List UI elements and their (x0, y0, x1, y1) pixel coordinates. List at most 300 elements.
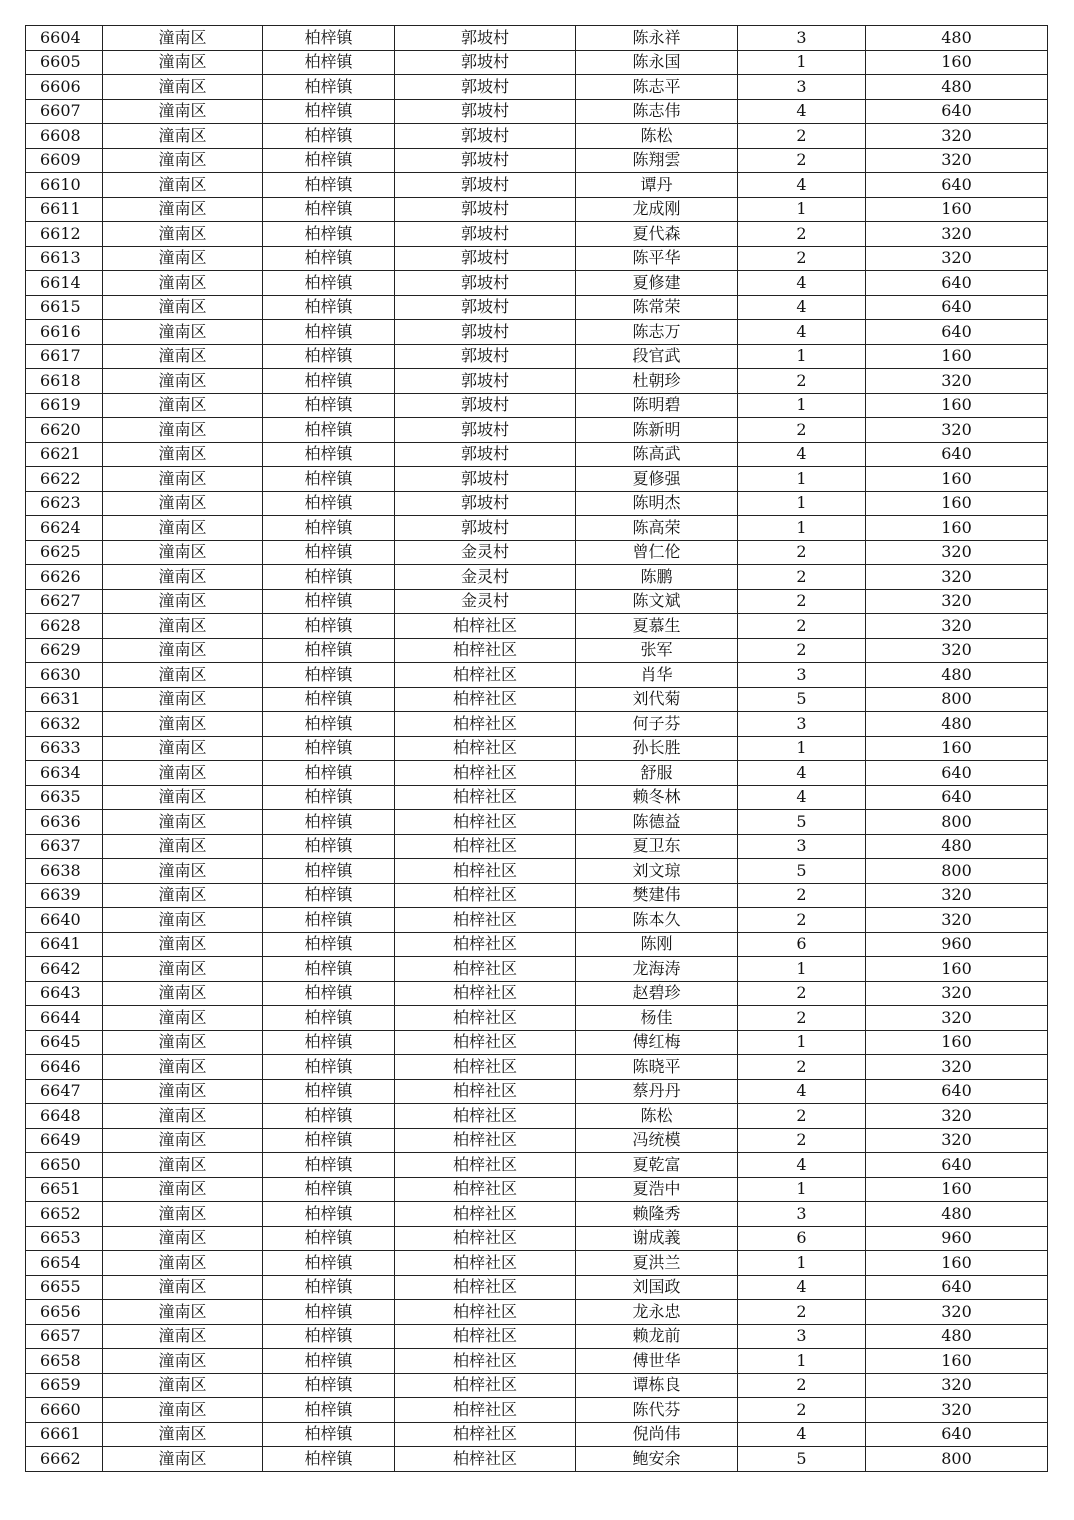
amount-cell: 320 (866, 589, 1048, 614)
name-cell: 刘国政 (576, 1275, 738, 1300)
household-count-cell: 4 (738, 320, 866, 345)
serial-number-cell: 6633 (26, 736, 103, 761)
serial-number-cell: 6619 (26, 393, 103, 418)
serial-number-cell: 6642 (26, 957, 103, 982)
table-row (26, 1300, 1048, 1325)
town-cell: 柏梓镇 (263, 344, 395, 369)
name-cell: 陈明杰 (576, 491, 738, 516)
village-cell: 柏梓社区 (395, 1226, 576, 1251)
name-cell: 陈鹏 (576, 565, 738, 590)
table-row (26, 467, 1048, 492)
amount-cell: 320 (866, 1128, 1048, 1153)
town-cell: 柏梓镇 (263, 883, 395, 908)
town-cell: 柏梓镇 (263, 246, 395, 271)
district-cell: 潼南区 (103, 491, 263, 516)
village-cell: 柏梓社区 (395, 1079, 576, 1104)
amount-cell: 320 (866, 1300, 1048, 1325)
name-cell: 陈永祥 (576, 26, 738, 51)
table-row (26, 1349, 1048, 1374)
district-cell: 潼南区 (103, 1177, 263, 1202)
serial-number-cell: 6614 (26, 271, 103, 296)
amount-cell: 160 (866, 1251, 1048, 1276)
serial-number-cell: 6634 (26, 761, 103, 786)
table-row (26, 1447, 1048, 1472)
district-cell: 潼南区 (103, 271, 263, 296)
district-cell: 潼南区 (103, 222, 263, 247)
household-count-cell: 2 (738, 1128, 866, 1153)
name-cell: 陈志万 (576, 320, 738, 345)
village-cell: 柏梓社区 (395, 1349, 576, 1374)
district-cell: 潼南区 (103, 1226, 263, 1251)
household-count-cell: 2 (738, 883, 866, 908)
household-count-cell: 3 (738, 712, 866, 737)
serial-number-cell: 6618 (26, 369, 103, 394)
amount-cell: 160 (866, 1177, 1048, 1202)
district-cell: 潼南区 (103, 908, 263, 933)
name-cell: 夏修建 (576, 271, 738, 296)
serial-number-cell: 6623 (26, 491, 103, 516)
household-count-cell: 1 (738, 467, 866, 492)
serial-number-cell: 6645 (26, 1030, 103, 1055)
town-cell: 柏梓镇 (263, 197, 395, 222)
amount-cell: 160 (866, 467, 1048, 492)
town-cell: 柏梓镇 (263, 222, 395, 247)
table-row (26, 1422, 1048, 1447)
village-cell: 郭坡村 (395, 246, 576, 271)
village-cell: 郭坡村 (395, 26, 576, 51)
town-cell: 柏梓镇 (263, 1079, 395, 1104)
household-count-cell: 3 (738, 834, 866, 859)
amount-cell: 320 (866, 369, 1048, 394)
town-cell: 柏梓镇 (263, 1300, 395, 1325)
household-count-cell: 2 (738, 246, 866, 271)
household-count-cell: 5 (738, 810, 866, 835)
household-count-cell: 4 (738, 295, 866, 320)
district-cell: 潼南区 (103, 810, 263, 835)
town-cell: 柏梓镇 (263, 26, 395, 51)
table-row (26, 1275, 1048, 1300)
amount-cell: 800 (866, 1447, 1048, 1472)
name-cell: 蔡丹丹 (576, 1079, 738, 1104)
village-cell: 郭坡村 (395, 148, 576, 173)
district-cell: 潼南区 (103, 1349, 263, 1374)
district-cell: 潼南区 (103, 1030, 263, 1055)
household-count-cell: 2 (738, 222, 866, 247)
town-cell: 柏梓镇 (263, 50, 395, 75)
name-cell: 舒服 (576, 761, 738, 786)
town-cell: 柏梓镇 (263, 173, 395, 198)
name-cell: 夏洪兰 (576, 1251, 738, 1276)
town-cell: 柏梓镇 (263, 1177, 395, 1202)
name-cell: 陈常荣 (576, 295, 738, 320)
name-cell: 谭丹 (576, 173, 738, 198)
amount-cell: 960 (866, 932, 1048, 957)
village-cell: 柏梓社区 (395, 712, 576, 737)
village-cell: 郭坡村 (395, 173, 576, 198)
name-cell: 夏修强 (576, 467, 738, 492)
serial-number-cell: 6636 (26, 810, 103, 835)
table-row (26, 1006, 1048, 1031)
amount-cell: 320 (866, 418, 1048, 443)
table-row (26, 908, 1048, 933)
town-cell: 柏梓镇 (263, 1349, 395, 1374)
table-row (26, 565, 1048, 590)
village-cell: 柏梓社区 (395, 663, 576, 688)
village-cell: 柏梓社区 (395, 981, 576, 1006)
household-count-cell: 6 (738, 1226, 866, 1251)
name-cell: 曾仁伦 (576, 540, 738, 565)
town-cell: 柏梓镇 (263, 1202, 395, 1227)
district-cell: 潼南区 (103, 834, 263, 859)
table-row (26, 981, 1048, 1006)
serial-number-cell: 6613 (26, 246, 103, 271)
town-cell: 柏梓镇 (263, 75, 395, 100)
town-cell: 柏梓镇 (263, 393, 395, 418)
district-cell: 潼南区 (103, 1006, 263, 1031)
village-cell: 郭坡村 (395, 418, 576, 443)
district-cell: 潼南区 (103, 1079, 263, 1104)
name-cell: 肖华 (576, 663, 738, 688)
amount-cell: 320 (866, 1006, 1048, 1031)
district-cell: 潼南区 (103, 1104, 263, 1129)
town-cell: 柏梓镇 (263, 589, 395, 614)
district-cell: 潼南区 (103, 712, 263, 737)
name-cell: 陈德益 (576, 810, 738, 835)
amount-cell: 320 (866, 1373, 1048, 1398)
table-row (26, 75, 1048, 100)
district-cell: 潼南区 (103, 295, 263, 320)
serial-number-cell: 6649 (26, 1128, 103, 1153)
town-cell: 柏梓镇 (263, 540, 395, 565)
household-count-cell: 1 (738, 344, 866, 369)
serial-number-cell: 6607 (26, 99, 103, 124)
village-cell: 柏梓社区 (395, 638, 576, 663)
records-table-body (26, 26, 1048, 1472)
amount-cell: 320 (866, 908, 1048, 933)
amount-cell: 640 (866, 99, 1048, 124)
district-cell: 潼南区 (103, 369, 263, 394)
household-count-cell: 3 (738, 663, 866, 688)
serial-number-cell: 6631 (26, 687, 103, 712)
amount-cell: 320 (866, 1104, 1048, 1129)
town-cell: 柏梓镇 (263, 761, 395, 786)
table-row (26, 1104, 1048, 1129)
household-count-cell: 1 (738, 491, 866, 516)
serial-number-cell: 6650 (26, 1153, 103, 1178)
amount-cell: 320 (866, 883, 1048, 908)
name-cell: 夏乾富 (576, 1153, 738, 1178)
name-cell: 陈明碧 (576, 393, 738, 418)
district-cell: 潼南区 (103, 638, 263, 663)
name-cell: 倪尚伟 (576, 1422, 738, 1447)
town-cell: 柏梓镇 (263, 1324, 395, 1349)
amount-cell: 320 (866, 981, 1048, 1006)
amount-cell: 160 (866, 1030, 1048, 1055)
table-row (26, 442, 1048, 467)
village-cell: 柏梓社区 (395, 859, 576, 884)
amount-cell: 160 (866, 344, 1048, 369)
household-count-cell: 2 (738, 540, 866, 565)
table-row (26, 491, 1048, 516)
table-row (26, 369, 1048, 394)
village-cell: 郭坡村 (395, 222, 576, 247)
town-cell: 柏梓镇 (263, 932, 395, 957)
district-cell: 潼南区 (103, 197, 263, 222)
district-cell: 潼南区 (103, 761, 263, 786)
town-cell: 柏梓镇 (263, 1104, 395, 1129)
village-cell: 柏梓社区 (395, 1055, 576, 1080)
serial-number-cell: 6654 (26, 1251, 103, 1276)
village-cell: 柏梓社区 (395, 932, 576, 957)
district-cell: 潼南区 (103, 1398, 263, 1423)
household-count-cell: 1 (738, 393, 866, 418)
village-cell: 金灵村 (395, 565, 576, 590)
district-cell: 潼南区 (103, 957, 263, 982)
name-cell: 刘代菊 (576, 687, 738, 712)
serial-number-cell: 6647 (26, 1079, 103, 1104)
name-cell: 陈永国 (576, 50, 738, 75)
amount-cell: 160 (866, 957, 1048, 982)
table-row (26, 540, 1048, 565)
town-cell: 柏梓镇 (263, 442, 395, 467)
district-cell: 潼南区 (103, 148, 263, 173)
town-cell: 柏梓镇 (263, 1153, 395, 1178)
table-row (26, 124, 1048, 149)
village-cell: 柏梓社区 (395, 1177, 576, 1202)
serial-number-cell: 6606 (26, 75, 103, 100)
table-row (26, 26, 1048, 51)
amount-cell: 160 (866, 197, 1048, 222)
town-cell: 柏梓镇 (263, 1055, 395, 1080)
household-count-cell: 5 (738, 859, 866, 884)
name-cell: 夏代森 (576, 222, 738, 247)
amount-cell: 800 (866, 687, 1048, 712)
village-cell: 柏梓社区 (395, 1128, 576, 1153)
town-cell: 柏梓镇 (263, 810, 395, 835)
household-count-cell: 3 (738, 1202, 866, 1227)
name-cell: 夏浩中 (576, 1177, 738, 1202)
serial-number-cell: 6653 (26, 1226, 103, 1251)
serial-number-cell: 6630 (26, 663, 103, 688)
table-row (26, 932, 1048, 957)
town-cell: 柏梓镇 (263, 1226, 395, 1251)
household-count-cell: 3 (738, 1324, 866, 1349)
amount-cell: 160 (866, 50, 1048, 75)
amount-cell: 480 (866, 834, 1048, 859)
household-count-cell: 4 (738, 1153, 866, 1178)
serial-number-cell: 6655 (26, 1275, 103, 1300)
district-cell: 潼南区 (103, 859, 263, 884)
name-cell: 杜朝珍 (576, 369, 738, 394)
village-cell: 柏梓社区 (395, 1324, 576, 1349)
district-cell: 潼南区 (103, 442, 263, 467)
serial-number-cell: 6646 (26, 1055, 103, 1080)
village-cell: 柏梓社区 (395, 1398, 576, 1423)
amount-cell: 960 (866, 1226, 1048, 1251)
household-count-cell: 4 (738, 1275, 866, 1300)
amount-cell: 320 (866, 246, 1048, 271)
name-cell: 杨佳 (576, 1006, 738, 1031)
village-cell: 柏梓社区 (395, 785, 576, 810)
amount-cell: 160 (866, 736, 1048, 761)
amount-cell: 640 (866, 271, 1048, 296)
town-cell: 柏梓镇 (263, 295, 395, 320)
village-cell: 柏梓社区 (395, 957, 576, 982)
town-cell: 柏梓镇 (263, 1275, 395, 1300)
district-cell: 潼南区 (103, 173, 263, 198)
village-cell: 柏梓社区 (395, 614, 576, 639)
table-row (26, 148, 1048, 173)
village-cell: 柏梓社区 (395, 761, 576, 786)
amount-cell: 320 (866, 1055, 1048, 1080)
amount-cell: 640 (866, 295, 1048, 320)
serial-number-cell: 6620 (26, 418, 103, 443)
amount-cell: 640 (866, 761, 1048, 786)
town-cell: 柏梓镇 (263, 908, 395, 933)
amount-cell: 800 (866, 859, 1048, 884)
village-cell: 柏梓社区 (395, 1030, 576, 1055)
household-count-cell: 1 (738, 1349, 866, 1374)
village-cell: 郭坡村 (395, 50, 576, 75)
amount-cell: 160 (866, 491, 1048, 516)
district-cell: 潼南区 (103, 246, 263, 271)
village-cell: 柏梓社区 (395, 1373, 576, 1398)
village-cell: 金灵村 (395, 540, 576, 565)
name-cell: 孙长胜 (576, 736, 738, 761)
serial-number-cell: 6616 (26, 320, 103, 345)
amount-cell: 480 (866, 1324, 1048, 1349)
name-cell: 陈松 (576, 1104, 738, 1129)
table-row (26, 1079, 1048, 1104)
household-count-cell: 2 (738, 418, 866, 443)
household-count-cell: 5 (738, 687, 866, 712)
district-cell: 潼南区 (103, 589, 263, 614)
serial-number-cell: 6608 (26, 124, 103, 149)
table-row (26, 50, 1048, 75)
serial-number-cell: 6660 (26, 1398, 103, 1423)
table-row (26, 1153, 1048, 1178)
table-row (26, 1128, 1048, 1153)
name-cell: 陈新明 (576, 418, 738, 443)
serial-number-cell: 6635 (26, 785, 103, 810)
name-cell: 傅世华 (576, 1349, 738, 1374)
town-cell: 柏梓镇 (263, 614, 395, 639)
serial-number-cell: 6625 (26, 540, 103, 565)
amount-cell: 480 (866, 26, 1048, 51)
household-count-cell: 1 (738, 1251, 866, 1276)
serial-number-cell: 6638 (26, 859, 103, 884)
village-cell: 郭坡村 (395, 271, 576, 296)
town-cell: 柏梓镇 (263, 1422, 395, 1447)
serial-number-cell: 6652 (26, 1202, 103, 1227)
serial-number-cell: 6627 (26, 589, 103, 614)
table-row (26, 222, 1048, 247)
town-cell: 柏梓镇 (263, 1373, 395, 1398)
name-cell: 夏卫东 (576, 834, 738, 859)
serial-number-cell: 6624 (26, 516, 103, 541)
village-cell: 郭坡村 (395, 344, 576, 369)
village-cell: 柏梓社区 (395, 1006, 576, 1031)
town-cell: 柏梓镇 (263, 1006, 395, 1031)
household-count-cell: 4 (738, 1079, 866, 1104)
table-row (26, 1398, 1048, 1423)
household-count-cell: 2 (738, 1055, 866, 1080)
household-count-cell: 2 (738, 1300, 866, 1325)
amount-cell: 640 (866, 785, 1048, 810)
serial-number-cell: 6641 (26, 932, 103, 957)
table-row (26, 1226, 1048, 1251)
town-cell: 柏梓镇 (263, 712, 395, 737)
serial-number-cell: 6661 (26, 1422, 103, 1447)
serial-number-cell: 6615 (26, 295, 103, 320)
town-cell: 柏梓镇 (263, 981, 395, 1006)
village-cell: 柏梓社区 (395, 908, 576, 933)
table-row (26, 810, 1048, 835)
amount-cell: 480 (866, 75, 1048, 100)
district-cell: 潼南区 (103, 981, 263, 1006)
household-count-cell: 2 (738, 1104, 866, 1129)
amount-cell: 640 (866, 173, 1048, 198)
village-cell: 柏梓社区 (395, 1300, 576, 1325)
town-cell: 柏梓镇 (263, 491, 395, 516)
table-row (26, 295, 1048, 320)
table-row (26, 1030, 1048, 1055)
village-cell: 郭坡村 (395, 99, 576, 124)
table-row (26, 859, 1048, 884)
name-cell: 冯统模 (576, 1128, 738, 1153)
household-count-cell: 1 (738, 957, 866, 982)
table-row (26, 785, 1048, 810)
serial-number-cell: 6611 (26, 197, 103, 222)
table-row (26, 99, 1048, 124)
household-count-cell: 2 (738, 614, 866, 639)
village-cell: 柏梓社区 (395, 1104, 576, 1129)
amount-cell: 480 (866, 712, 1048, 737)
town-cell: 柏梓镇 (263, 785, 395, 810)
town-cell: 柏梓镇 (263, 638, 395, 663)
name-cell: 赖冬林 (576, 785, 738, 810)
district-cell: 潼南区 (103, 1153, 263, 1178)
name-cell: 樊建伟 (576, 883, 738, 908)
serial-number-cell: 6622 (26, 467, 103, 492)
name-cell: 谭栋良 (576, 1373, 738, 1398)
district-cell: 潼南区 (103, 736, 263, 761)
town-cell: 柏梓镇 (263, 1447, 395, 1472)
village-cell: 郭坡村 (395, 491, 576, 516)
village-cell: 郭坡村 (395, 369, 576, 394)
amount-cell: 320 (866, 124, 1048, 149)
amount-cell: 320 (866, 638, 1048, 663)
name-cell: 龙海涛 (576, 957, 738, 982)
town-cell: 柏梓镇 (263, 957, 395, 982)
name-cell: 鲍安余 (576, 1447, 738, 1472)
name-cell: 龙成刚 (576, 197, 738, 222)
table-row (26, 687, 1048, 712)
serial-number-cell: 6632 (26, 712, 103, 737)
household-count-cell: 4 (738, 99, 866, 124)
table-row (26, 246, 1048, 271)
village-cell: 柏梓社区 (395, 687, 576, 712)
amount-cell: 480 (866, 1202, 1048, 1227)
table-row (26, 1177, 1048, 1202)
district-cell: 潼南区 (103, 565, 263, 590)
amount-cell: 640 (866, 1275, 1048, 1300)
household-count-cell: 4 (738, 1422, 866, 1447)
village-cell: 柏梓社区 (395, 1447, 576, 1472)
village-cell: 郭坡村 (395, 393, 576, 418)
amount-cell: 640 (866, 1422, 1048, 1447)
name-cell: 张军 (576, 638, 738, 663)
